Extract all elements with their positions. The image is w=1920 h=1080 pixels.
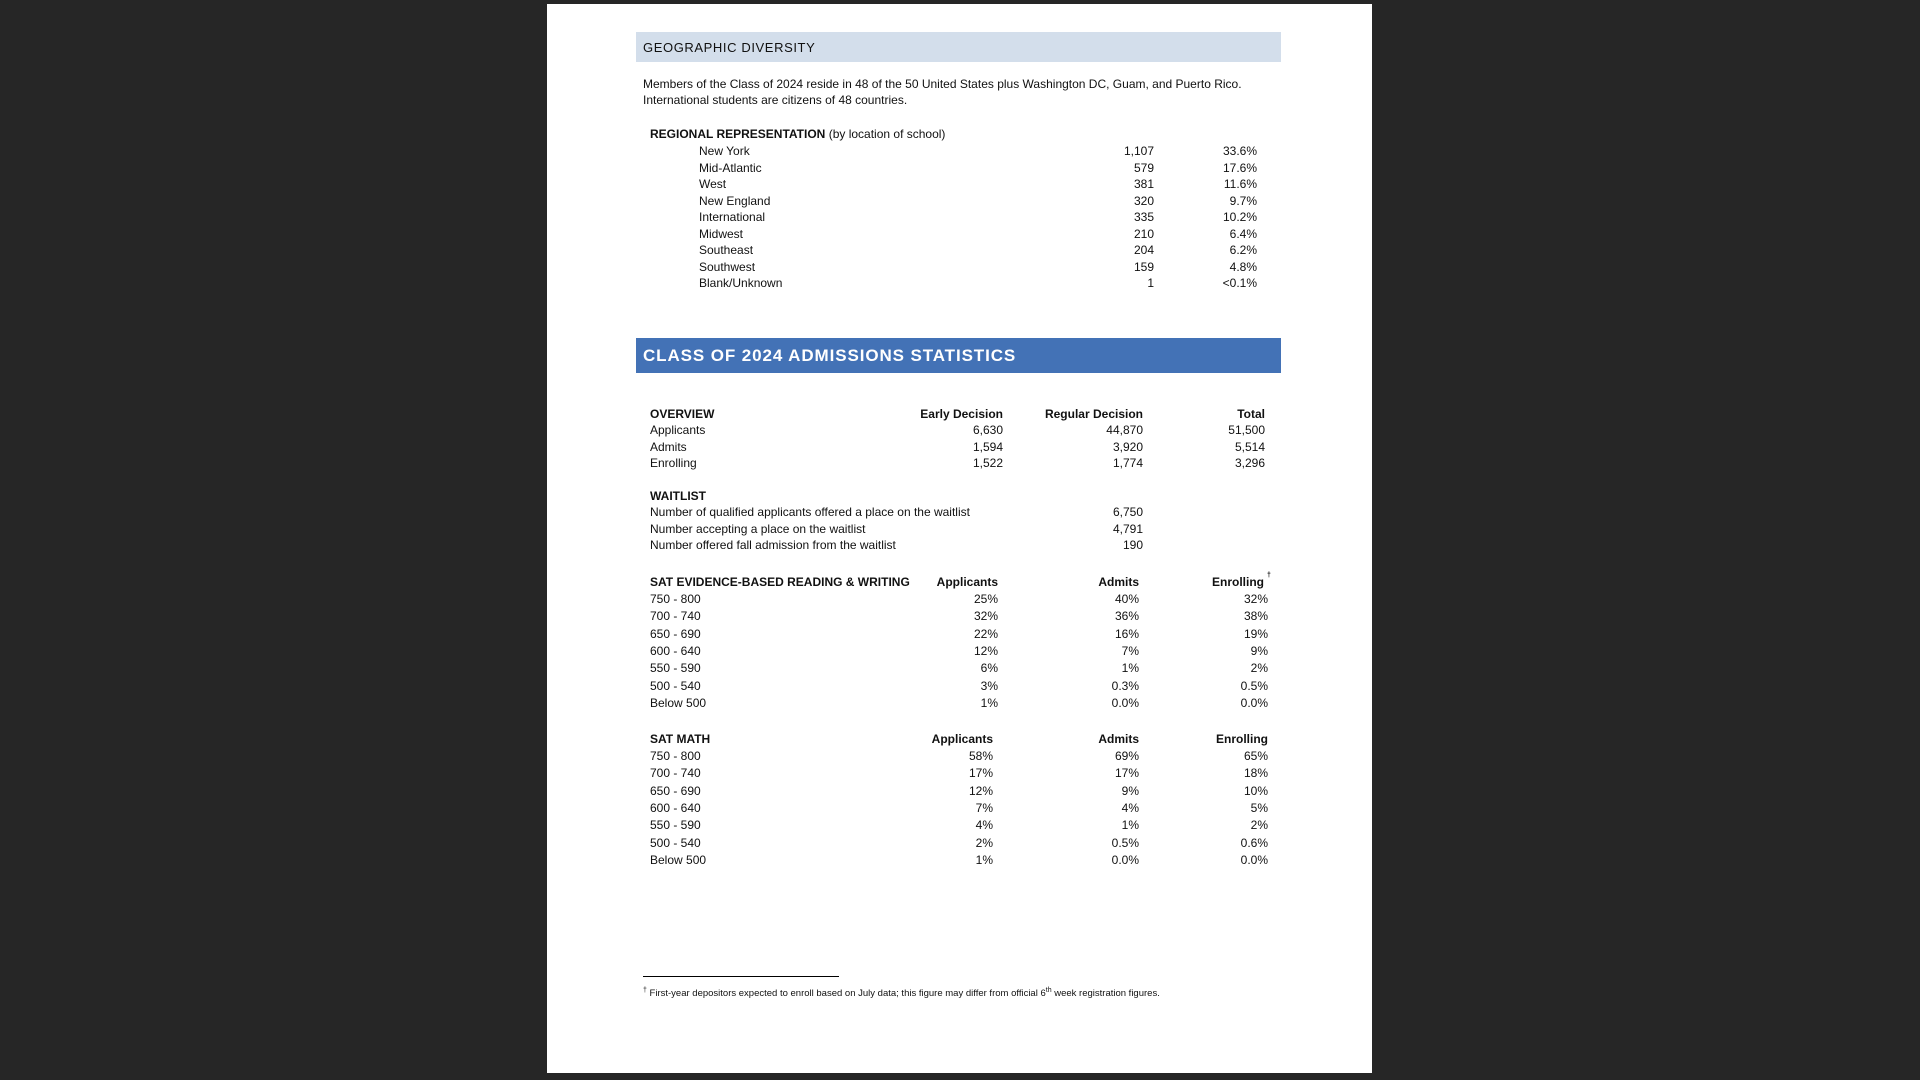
region-percent: 33.6% (1222, 144, 1257, 158)
sat-ebrw-cell: 38% (1243, 609, 1268, 624)
sat-ebrw-title: SAT EVIDENCE-BASED READING & WRITING (650, 575, 910, 589)
region-percent: <0.1% (1222, 276, 1257, 290)
region-percent: 10.2% (1222, 210, 1257, 224)
sat-ebrw-cell: 32% (1243, 592, 1268, 606)
footnote-divider (643, 976, 839, 977)
sat-math-cell: 10% (1243, 783, 1268, 798)
region-count: 1 (1147, 276, 1154, 290)
sat-ebrw-range: Below 500 (650, 695, 707, 710)
sat-ebrw-cell: 0.0% (1240, 695, 1268, 710)
section-title: GEOGRAPHIC DIVERSITY (643, 40, 816, 55)
sat-math-cell: 17% (968, 766, 993, 781)
intro-text-line-1: Members of the Class of 2024 reside in 48 of the 50 United States plus Washington DC, Guam, and Puerto Rico. (643, 77, 1242, 91)
region-name: International (699, 210, 766, 224)
sat-math-cell: 65% (1243, 749, 1268, 763)
sat-ebrw-cell: 12% (973, 643, 998, 658)
sat-math-cell: 1% (1121, 818, 1139, 833)
region-count: 335 (1133, 210, 1154, 224)
region-percent: 4.8% (1229, 259, 1257, 274)
sat-math-cell: 2% (1250, 818, 1268, 833)
sat-math-range: Below 500 (650, 852, 707, 867)
sat-math-cell: 2% (975, 835, 993, 850)
sat-ebrw-range: 750 - 800 (650, 592, 701, 606)
sat-ebrw-column-header: Applicants (936, 575, 998, 589)
sat-ebrw-cell: 22% (973, 626, 998, 641)
sat-math-cell: 69% (1114, 749, 1139, 763)
sat-math-range: 550 - 590 (650, 818, 701, 833)
sat-ebrw-cell: 36% (1114, 609, 1139, 624)
sat-math-range: 650 - 690 (650, 783, 701, 798)
sat-ebrw-cell: 2% (1250, 661, 1268, 676)
region-percent: 9.7% (1229, 193, 1257, 208)
overview-cell: 6,630 (972, 423, 1003, 437)
region-count: 159 (1133, 259, 1154, 274)
region-name: Midwest (699, 226, 744, 241)
region-count: 204 (1133, 243, 1154, 257)
overview-cell: 5,514 (1234, 439, 1265, 454)
sat-ebrw-cell: 16% (1114, 626, 1139, 641)
sat-math-cell: 1% (975, 852, 993, 867)
sat-ebrw-cell: 1% (980, 695, 998, 710)
region-name: Southwest (699, 259, 756, 274)
overview-row-label: Admits (650, 439, 687, 454)
region-percent: 17.6% (1222, 160, 1257, 175)
sat-ebrw-cell: 3% (980, 678, 998, 693)
region-count: 1,107 (1123, 144, 1154, 158)
sat-math-column-header: Enrolling (1216, 732, 1268, 746)
footnote-text-end: week registration figures. (1051, 988, 1160, 999)
sat-ebrw-range: 500 - 540 (650, 678, 701, 693)
waitlist-title: WAITLIST (650, 489, 706, 503)
overview-row-label: Applicants (650, 423, 706, 437)
overview-title: OVERVIEW (650, 407, 715, 421)
regional-subtitle: (by location of school) (825, 127, 946, 141)
sat-ebrw-cell: 7% (1121, 643, 1139, 658)
sat-ebrw-cell: 32% (973, 609, 998, 624)
overview-cell: 1,594 (972, 439, 1003, 454)
region-percent: 11.6% (1223, 177, 1257, 191)
sat-math-cell: 9% (1121, 783, 1139, 798)
overview-column-header: Regular Decision (1044, 407, 1143, 421)
sat-math-range: 600 - 640 (650, 800, 701, 815)
sat-ebrw-cell: 19% (1243, 626, 1268, 641)
overview-cell: 44,870 (1106, 423, 1143, 437)
footnote-superscript: th (1045, 986, 1052, 994)
admissions-statistics-header (636, 338, 1281, 373)
region-name: Southeast (699, 243, 754, 257)
region-count: 210 (1133, 226, 1154, 241)
sat-math-cell: 58% (968, 749, 993, 763)
sat-math-cell: 12% (968, 783, 993, 798)
region-name: New York (699, 144, 750, 158)
sat-ebrw-range: 700 - 740 (650, 609, 701, 624)
overview-cell: 51,500 (1228, 423, 1265, 437)
sat-ebrw-range: 600 - 640 (650, 643, 701, 658)
region-name: West (699, 177, 727, 191)
sat-math-cell: 5% (1250, 800, 1268, 815)
section-title: CLASS OF 2024 ADMISSIONS STATISTICS (643, 346, 1017, 365)
sat-math-cell: 0.5% (1111, 835, 1139, 850)
sat-math-cell: 7% (975, 800, 993, 815)
sat-ebrw-column-header: Admits (1098, 575, 1139, 589)
waitlist-row-label: Number accepting a place on the waitlist (650, 521, 866, 536)
waitlist-value: 190 (1122, 538, 1143, 552)
footnote-mark: † (643, 986, 647, 994)
sat-math-cell: 0.0% (1240, 852, 1268, 867)
sat-math-cell: 0.0% (1111, 852, 1139, 867)
region-name: Mid-Atlantic (699, 160, 762, 175)
overview-cell: 3,920 (1112, 439, 1143, 454)
overview-cell: 1,774 (1112, 456, 1143, 470)
sat-ebrw-range: 550 - 590 (650, 661, 701, 676)
sat-ebrw-cell: 0.3% (1111, 678, 1139, 693)
waitlist-row-label: Number of qualified applicants offered a place on the waitlist (650, 505, 970, 519)
sat-ebrw-cell: 0.0% (1111, 695, 1139, 710)
waitlist-value: 4,791 (1112, 521, 1143, 536)
sat-math-cell: 0.6% (1240, 835, 1268, 850)
waitlist-row-label: Number offered fall admission from the waitlist (650, 538, 896, 552)
sat-math-cell: 4% (975, 818, 993, 833)
overview-cell: 1,522 (972, 456, 1003, 470)
sat-math-cell: 17% (1114, 766, 1139, 781)
regional-representation-heading (650, 127, 945, 141)
sat-ebrw-cell: 40% (1114, 592, 1139, 606)
region-count: 381 (1133, 177, 1154, 191)
footnote-text-start: First-year depositors expected to enroll based on July data; this figure may differ from official 6 (646, 988, 1046, 999)
sat-ebrw-cell: 25% (973, 592, 998, 606)
sat-math-column-header: Applicants (931, 732, 993, 746)
sat-ebrw-cell: 0.5% (1240, 678, 1268, 693)
sat-ebrw-column-header: Enrolling (1212, 575, 1264, 589)
region-percent: 6.4% (1229, 226, 1257, 241)
sat-math-range: 750 - 800 (650, 749, 701, 763)
region-name: Blank/Unknown (699, 276, 783, 290)
overview-cell: 3,296 (1234, 456, 1265, 470)
sat-math-cell: 4% (1121, 800, 1139, 815)
sat-math-cell: 18% (1243, 766, 1268, 781)
region-percent: 6.2% (1229, 243, 1257, 257)
intro-text-line-2: International students are citizens of 48 countries. (643, 93, 908, 107)
regional-title: REGIONAL REPRESENTATION (650, 127, 826, 141)
region-count: 579 (1133, 160, 1154, 175)
sat-math-column-header: Admits (1098, 732, 1139, 746)
waitlist-value: 6,750 (1112, 505, 1143, 519)
region-name: New England (699, 193, 771, 208)
sat-ebrw-cell: 1% (1121, 661, 1139, 676)
sat-math-title: SAT MATH (650, 732, 711, 746)
sat-math-range: 500 - 540 (650, 835, 701, 850)
overview-column-header: Early Decision (920, 407, 1003, 421)
sat-ebrw-cell: 6% (980, 661, 998, 676)
geographic-diversity-header (636, 32, 1281, 62)
sat-ebrw-range: 650 - 690 (650, 626, 701, 641)
sat-math-range: 700 - 740 (650, 766, 701, 781)
sat-ebrw-cell: 9% (1250, 643, 1268, 658)
document-page: GEOGRAPHIC DIVERSITY Members of the Class of 2024 reside in 48 of the 50 United States plus Washington DC, Guam, and Puerto Rico. International students are citizens of 48 countries. REGIONAL REPRESENTATION (by location of school) New York 1,107 33.6% Mid-Atlantic 579 17.6% West 381 11.6% New England 320 9.7% International 335 10.2% Midwest 210 6.4% Southeast 204 6.2% Southwest 159 4.8% Blank/Unknown 1 <0.1% CLASS OF 2024 ADMISSIONS STATISTICS OVERVIEW Early Decision Regular Decision Total Applicants 6,630 44,870 51,500 Admits 1,594 3,920 5,514 Enrolling 1,522 1,774 3,296 WAITLIST Number of qualified applicants offered a place on the waitlist 6,750 Number accepting a place on the waitlist 4,791 Number offered fall admission from the waitlist 190 SAT EVIDENCE-BASED READING & WRITING Applicants Admits Enrolling † 750 - 800 25% 40% 32% 700 - 740 32% 36% 38% 650 - 690 22% 16% 19% 600 - 640 12% 7% 9% 550 - 590 6% 1% 2% 500 - 540 3% 0.3% 0.5% Below 500 1% 0.0% 0.0% SAT MATH Applicants Admits Enrolling 750 - 800 58% 69% 65% 700 - 740 17% 17% 18% 650 - 690 12% 9% 10% 600 - 640 7% 4% 5% 550 - 590 4% 1% 2% 500 - 540 2% 0.5% 0.6% Below 500 1% 0.0% 0.0% † First-year depositors expected to enroll based on July data; this figure may differ from official 6th week registration figures. (547, 4, 1372, 1073)
footnote (643, 988, 1160, 999)
region-count: 320 (1133, 193, 1154, 208)
overview-column-header: Total (1237, 407, 1265, 421)
overview-row-label: Enrolling (650, 456, 697, 470)
